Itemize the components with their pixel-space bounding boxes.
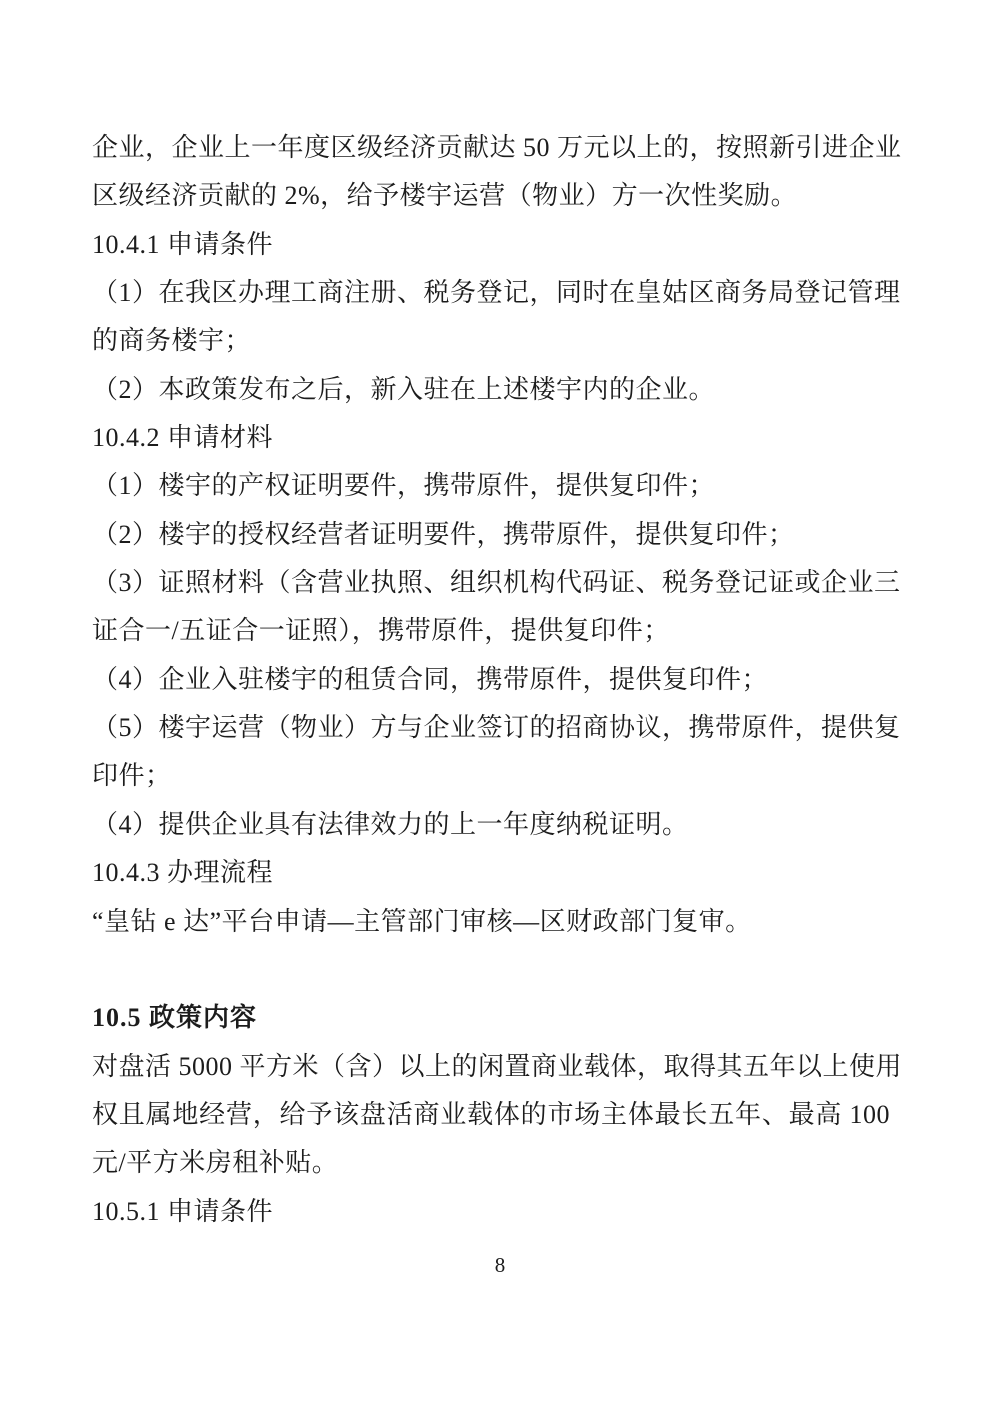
- text-line: 证合一/五证合一证照），携带原件，提供复印件；: [92, 616, 670, 646]
- text-line: [92, 946, 890, 994]
- text-line: （2）楼宇的授权经营者证明要件，携带原件，提供复印件；: [92, 519, 795, 549]
- text-line: 印件；: [92, 761, 172, 791]
- text-line: 企业，企业上一年度区级经济贡献达 50 万元以上的，按照新引进企业: [92, 133, 902, 162]
- text-line: 元/平方米房租补贴。: [92, 1148, 339, 1178]
- text-line: 10.4.2 申请材料: [92, 423, 274, 453]
- text-line: 权且属地经营，给予该盘活商业载体的市场主体最长五年、最高 100: [92, 1099, 890, 1129]
- text-line: （3）证照材料（含营业执照、组织机构代码证、税务登记证或企业三: [92, 568, 901, 598]
- text-line: 10.4.3 办理流程: [92, 858, 274, 888]
- text-line: （1）楼宇的产权证明要件，携带原件，提供复印件；: [92, 471, 716, 501]
- text-line: （4）提供企业具有法律效力的上一年度纳税证明。: [92, 809, 689, 839]
- text-line: （5）楼宇运营（物业）方与企业签订的招商协议，携带原件，提供复: [92, 713, 901, 743]
- text-line: 对盘活 5000 平方米（含）以上的闲置商业载体，取得其五年以上使用: [92, 1051, 903, 1081]
- text-line: 10.4.1 申请条件: [92, 229, 274, 259]
- text-line: （1）在我区办理工商注册、税务登记，同时在皇姑区商务局登记管理: [92, 278, 901, 308]
- text-line: 的商务楼宇；: [92, 326, 252, 356]
- text-line: 区级经济贡献的 2%，给予楼宇运营（物业）方一次性奖励。: [92, 181, 798, 211]
- page-number: 8: [494, 1253, 506, 1277]
- text-line: （2）本政策发布之后，新入驻在上述楼宇内的企业。: [92, 374, 716, 404]
- text-line: 10.5.1 申请条件: [92, 1196, 274, 1226]
- text-line: （4）企业入驻楼宇的租赁合同，携带原件，提供复印件；: [92, 664, 769, 694]
- section-heading: 10.5 政策内容: [92, 1003, 258, 1033]
- text-line: “皇钻 e 达”平台申请—主管部门审核—区财政部门复审。: [92, 906, 752, 936]
- document-body: [92, 124, 903, 1236]
